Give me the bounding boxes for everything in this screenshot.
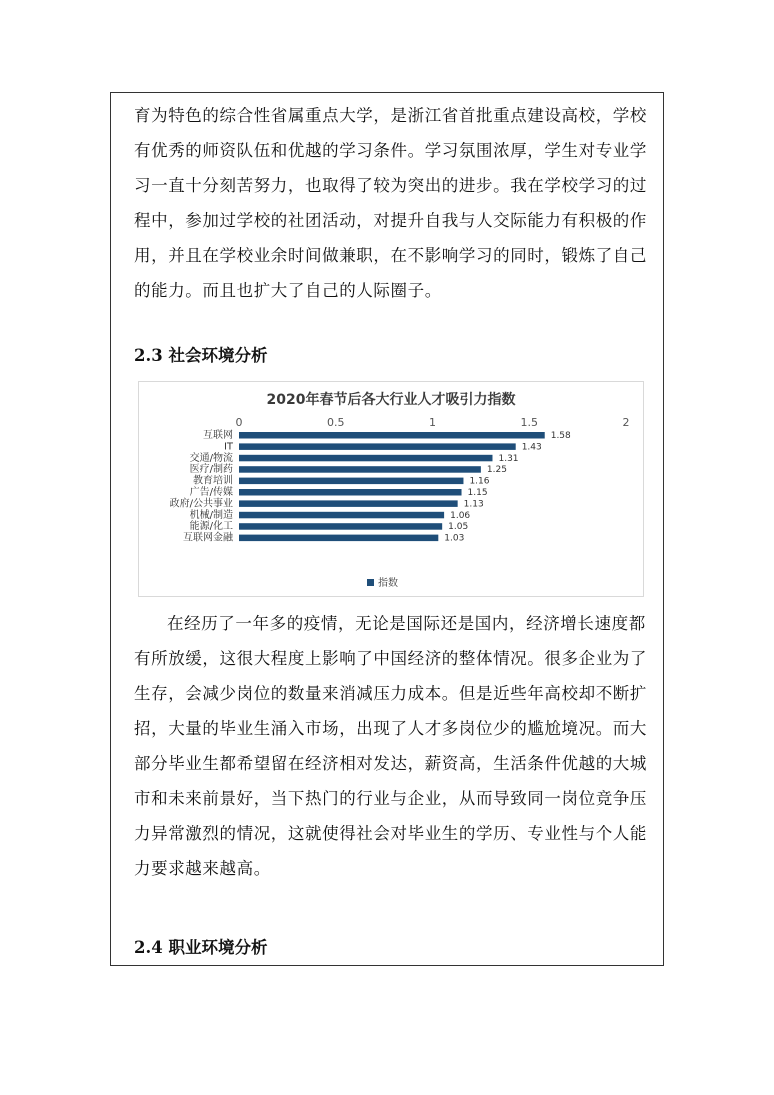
category-label: 交通/物流: [189, 452, 233, 464]
bars: [170, 429, 571, 544]
paragraph-social-analysis: 在经历了一年多的疫情，无论是国际还是国内，经济增长速度都有所放缓，这很大程度上影响了中国经济的整体情况。很多企业为了生存，会减少岗位的数量来消减压力成本。但是近些年高校却不断扩招，大量的毕业生涌入市场，出现了人才多岗位少的尴尬境况。而大部分毕业生都希望留在经济相对发达，薪资高，生活条件优越的大城市和未来前景好，当下热门的行业与企业，从而导致同一岗位竞争压力异常激烈的情况，这就使得社会对毕业生的学历、专业性与个人能力要求越来越高。: [134, 614, 647, 878]
value-label: 1.13: [463, 499, 484, 510]
paragraph-campus-environment: 育为特色的综合性省属重点大学，是浙江省首批重点建设高校，学校有优秀的师资队伍和优越的学习条件。学习氛围浓厚，学生对专业学习一直十分刻苦努力，也取得了较为突出的进步。我在学校学习的过程中，参加过学校的社团活动，对提升自我与人交际能力有积极的作用，并且在学校业余时间做兼职，在不影响学习的同时，锻炼了自己的能力。而且也扩大了自己的人际圈子。: [134, 106, 647, 300]
category-label: 政府/公共事业: [169, 498, 233, 510]
value-label: 1.15: [467, 488, 488, 498]
x-tick-label: 2: [622, 416, 630, 429]
heading-social-environment: 2.3 社会环境分析: [134, 346, 268, 365]
bar: [239, 535, 438, 542]
x-tick-label: 1.5: [520, 416, 538, 429]
bar: [239, 523, 442, 530]
value-label: 1.31: [498, 453, 519, 464]
category-label: 互联网金融: [183, 532, 233, 544]
legend-swatch: [367, 579, 374, 586]
category-label: IT: [223, 441, 233, 453]
bar: [239, 455, 492, 462]
legend-label: 指数: [378, 578, 398, 589]
category-label: 教育培训: [193, 475, 233, 487]
category-label: 广告/传媒: [189, 487, 233, 498]
value-label: 1.43: [521, 442, 542, 453]
value-label: 1.06: [450, 510, 471, 521]
value-label: 1.25: [486, 465, 507, 476]
category-label: 能源/化工: [189, 521, 233, 533]
x-axis-ticks: [236, 416, 630, 429]
bar: [239, 466, 481, 473]
chart-legend: [367, 576, 398, 589]
bar: [239, 443, 516, 450]
category-label: 机械/制造: [189, 509, 233, 521]
value-label: 1.03: [444, 533, 465, 544]
category-label: 互联网: [203, 430, 233, 441]
value-label: 1.05: [448, 522, 469, 533]
x-tick-label: 1: [429, 416, 436, 429]
industry-attraction-chart: [138, 381, 644, 597]
value-label: 1.16: [469, 476, 490, 487]
bar: [239, 489, 462, 496]
chart-title: 2020年春节后各大行业人才吸引力指数: [266, 392, 516, 408]
x-tick-label: 0.5: [327, 416, 345, 429]
chart-canvas: [139, 382, 643, 596]
x-tick-label: 0: [235, 416, 243, 429]
bar: [239, 500, 458, 507]
category-label: 医疗/制药: [189, 464, 233, 476]
bar: [239, 478, 463, 485]
value-label: 1.58: [550, 431, 571, 441]
heading-career-environment: 2.4 职业环境分析: [134, 938, 268, 957]
bar: [239, 432, 545, 439]
bar: [239, 512, 444, 519]
